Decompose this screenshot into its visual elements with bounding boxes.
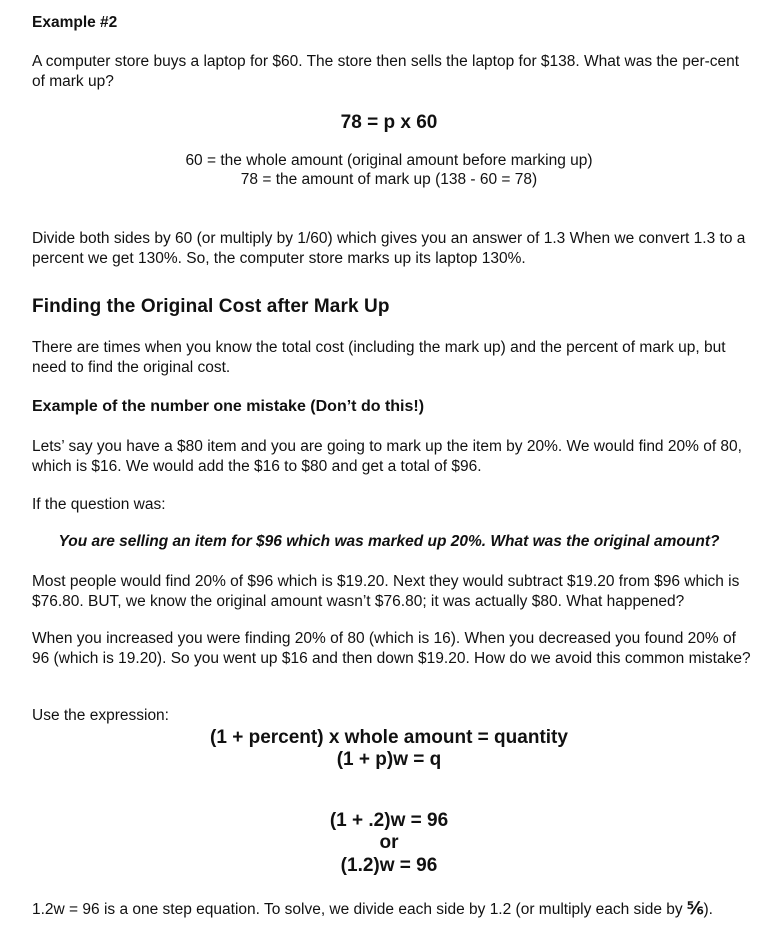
formula-symbols: (1 + p)w = q [336,749,442,770]
fraction-five-sixths: ⅚ [686,899,704,918]
use-expression-label: Use the expression: [32,707,169,724]
final-paragraph [32,899,754,920]
explanation-paragraph: When you increased you were finding 20% of 80 (which is 16). When you decreased you found 20% of 96 (which is 19.20). So you went up $16 and then down $19.20. How do we avoid this common mistake? [32,630,751,667]
formula-words: (1 + percent) x whole amount = quantity [210,727,568,748]
final-end: ). [703,901,713,918]
mistake-setup: Lets’ say you have a $80 item and you are going to mark up the item by 20%. We would find 20% of 80, which is $16. We would add the $16 to $80 and get a total of $96. [32,438,742,475]
worked-equation-2: (1.2)w = 96 [340,855,438,876]
note-markup-amount: 78 = the amount of mark up (138 - 60 = 78) [240,171,538,188]
section-heading: Finding the Original Cost after Mark Up [32,296,390,317]
mistake-heading: Example of the number one mistake (Don’t do this!) [32,398,425,415]
example-equation: 78 = p x 60 [340,112,438,133]
note-whole-amount: 60 = the whole amount (original amount before marking up) [185,152,593,169]
worked-equation-1: (1 + .2)w = 96 [329,810,449,831]
worked-or: or [379,832,399,853]
section-intro: There are times when you know the total cost (including the mark up) and the percent of mark up, but need to find the original cost. [32,339,726,376]
final-text: 1.2w = 96 is a one step equation. To solve, we divide each side by 1.2 (or multiply each side by [32,901,687,918]
example-solution: Divide both sides by 60 (or multiply by 1/60) which gives you an answer of 1.3 When we convert 1.3 to a percent we get 130%. So, the computer store marks up its laptop 130%. [32,230,746,267]
example-title: Example #2 [32,14,118,31]
question-statement: You are selling an item for $96 which was marked up 20%. What was the original amount? [58,533,720,550]
common-error-paragraph: Most people would find 20% of $96 which is $19.20. Next they would subtract $19.20 from $96 which is $76.80. BUT, we know the original amount wasn’t $76.80; it was actually $80. What happened? [32,573,740,610]
question-lead: If the question was: [32,496,166,513]
example-problem: A computer store buys a laptop for $60. The store then sells the laptop for $138. What was the per-cent of mark up? [32,53,740,90]
